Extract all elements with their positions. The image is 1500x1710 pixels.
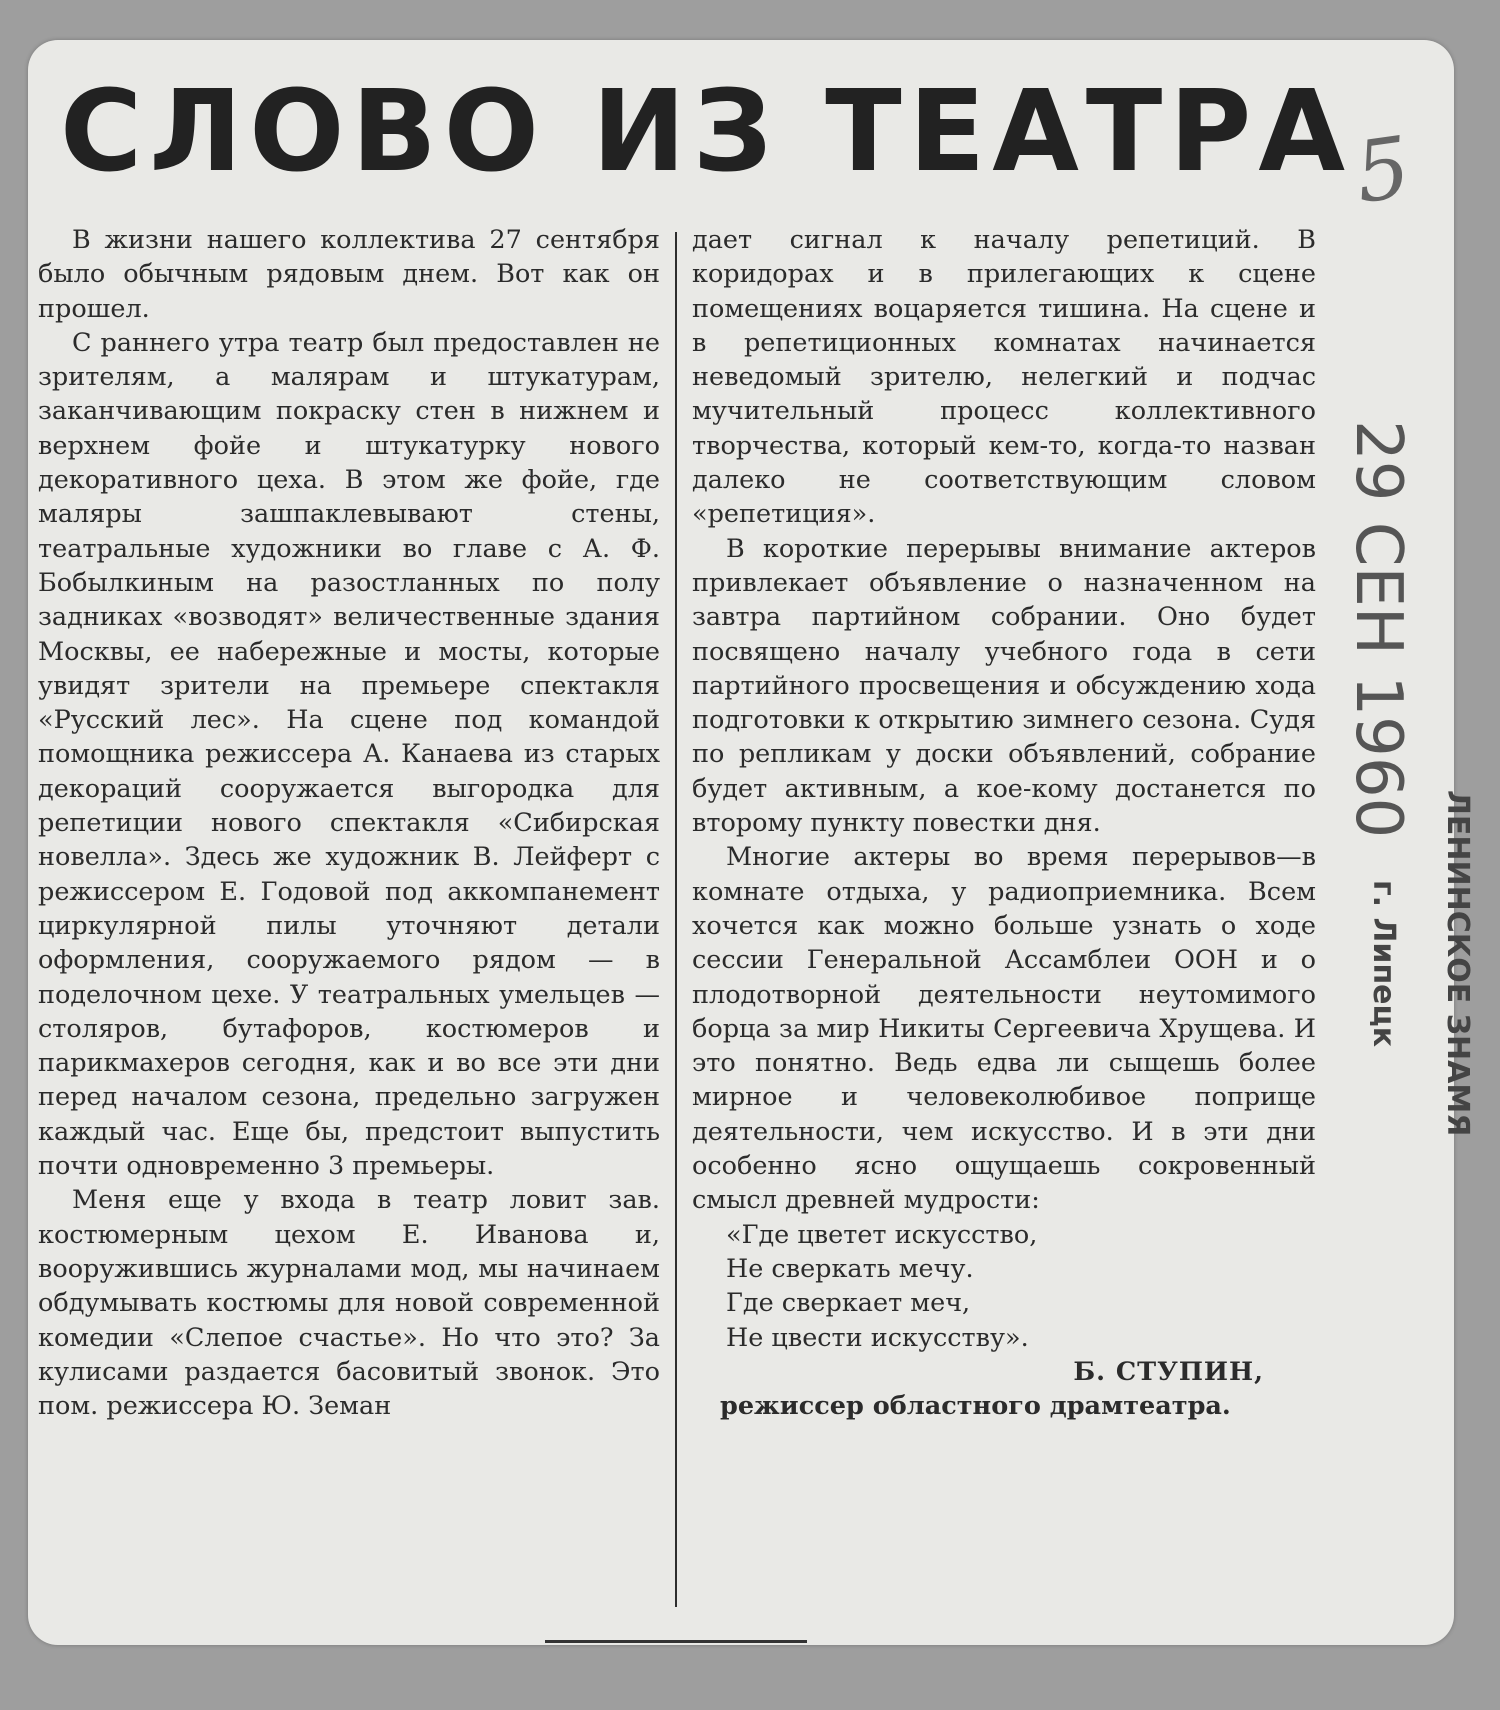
article-paragraph: С раннего утра театр был предоставлен не зрителям, а малярам и штукатурам, заканчивающим покраску стен в нижнем и верхнем фойе и штукатурку нового декоративного цеха. В этом же фойе, где маляры зашпаклевывают стены, театральные художники во главе с А. Ф. Бобылкиным на разостланных по полу задниках «возводят» величественные здания Москвы, ее набережные и мосты, которые увидят зрители на премьере спектакля «Русский лес». На сцене под командой помощника режиссера А. Канаева из старых декораций сооружается выгородка для репетиции нового спектакля «Сибирская новелла». Здесь же художник В. Лейферт с режиссером Е. Годовой под аккомпанемент циркулярной пилы уточняют детали оформления, сооружаемого рядом — в поделочном цехе. У театральных умельцев — столяров, бутафоров, костюмеров и парикмахеров сегодня, как и во все эти дни перед началом сезона, предельно загружен каждый час. Еще бы, предстоит выпустить почти одновременно 3 премьеры. <box>38 327 660 1182</box>
article-column-right <box>692 223 1316 1423</box>
article-paragraph: Меня еще у входа в театр ловит зав. костюмерным цехом Е. Иванова и, вооружившись журналами мод, мы начинаем обдумывать костюмы для новой современной комедии «Слепое счастье». Но что это? За кулисами раздается басовитый звонок. Это пом. режиссера Ю. Земан <box>38 1185 660 1422</box>
handwritten-page-number: 5 <box>1349 117 1417 223</box>
column-divider <box>675 232 677 1607</box>
poem-quote <box>726 1218 1316 1355</box>
article-title: СЛОВО ИЗ ТЕАТРА <box>60 67 1353 197</box>
date-stamp: 29 СЕН 1960 <box>1341 420 1415 839</box>
poem-line: Где сверкает меч, <box>726 1288 971 1319</box>
newspaper-stamp: ЛЕНИНСКОЕ ЗНАМЯ <box>1440 790 1475 1137</box>
article-paragraph: В короткие перерывы внимание актеров привлекает объявление о назначенном на завтра партийном собрании. Оно будет посвящено началу учебного года в сети партийного просвещения и обсуждению хода подготовки к открытию зимнего сезона. Судя по репликам у доски объявлений, собрание будет активным, а кое-кому достанется по второму пункту повестки дня. <box>692 533 1316 839</box>
poem-line: Не сверкать мечу. <box>726 1253 974 1284</box>
bottom-rule <box>545 1640 807 1643</box>
poem-line: «Где цветет искусство, <box>726 1219 1038 1250</box>
author-name: Б. СТУПИН, <box>1073 1356 1264 1387</box>
article-paragraph: В жизни нашего коллектива 27 сентября было обычным рядовым днем. Вот как он прошел. <box>38 225 660 324</box>
article-paragraph: Многие актеры во время перерывов—в комнате отдыха, у радиоприемника. Всем хочется как можно больше узнать о ходе сессии Генеральной Ассамблеи ООН и о плодотворной деятельности неутомимого борца за мир Никиты Сергеевича Хрущева. И это понятно. Ведь едва ли сыщешь более мирное и человеколюбивое поприще деятельности, чем искусство. И в эти дни особенно ясно ощущаешь сокровенный смысл древней мудрости: <box>692 842 1316 1216</box>
city-stamp: г. Липецк <box>1366 880 1401 1048</box>
article-paragraph-continued: дает сигнал к началу репетиций. В коридорах и в прилегающих к сцене помещениях воцаряется тишина. На сцене и в репетиционных комнатах начинается неведомый зрителю, нелегкий и подчас мучительный процесс коллективного творчества, который кем-то, когда-то назван далеко не соответствующим словом «репетиция». <box>692 225 1316 530</box>
poem-line: Не цвести искусству». <box>726 1322 1029 1353</box>
article-column-left <box>38 223 660 1423</box>
author-role: режиссер областного драмтеатра. <box>720 1391 1231 1422</box>
